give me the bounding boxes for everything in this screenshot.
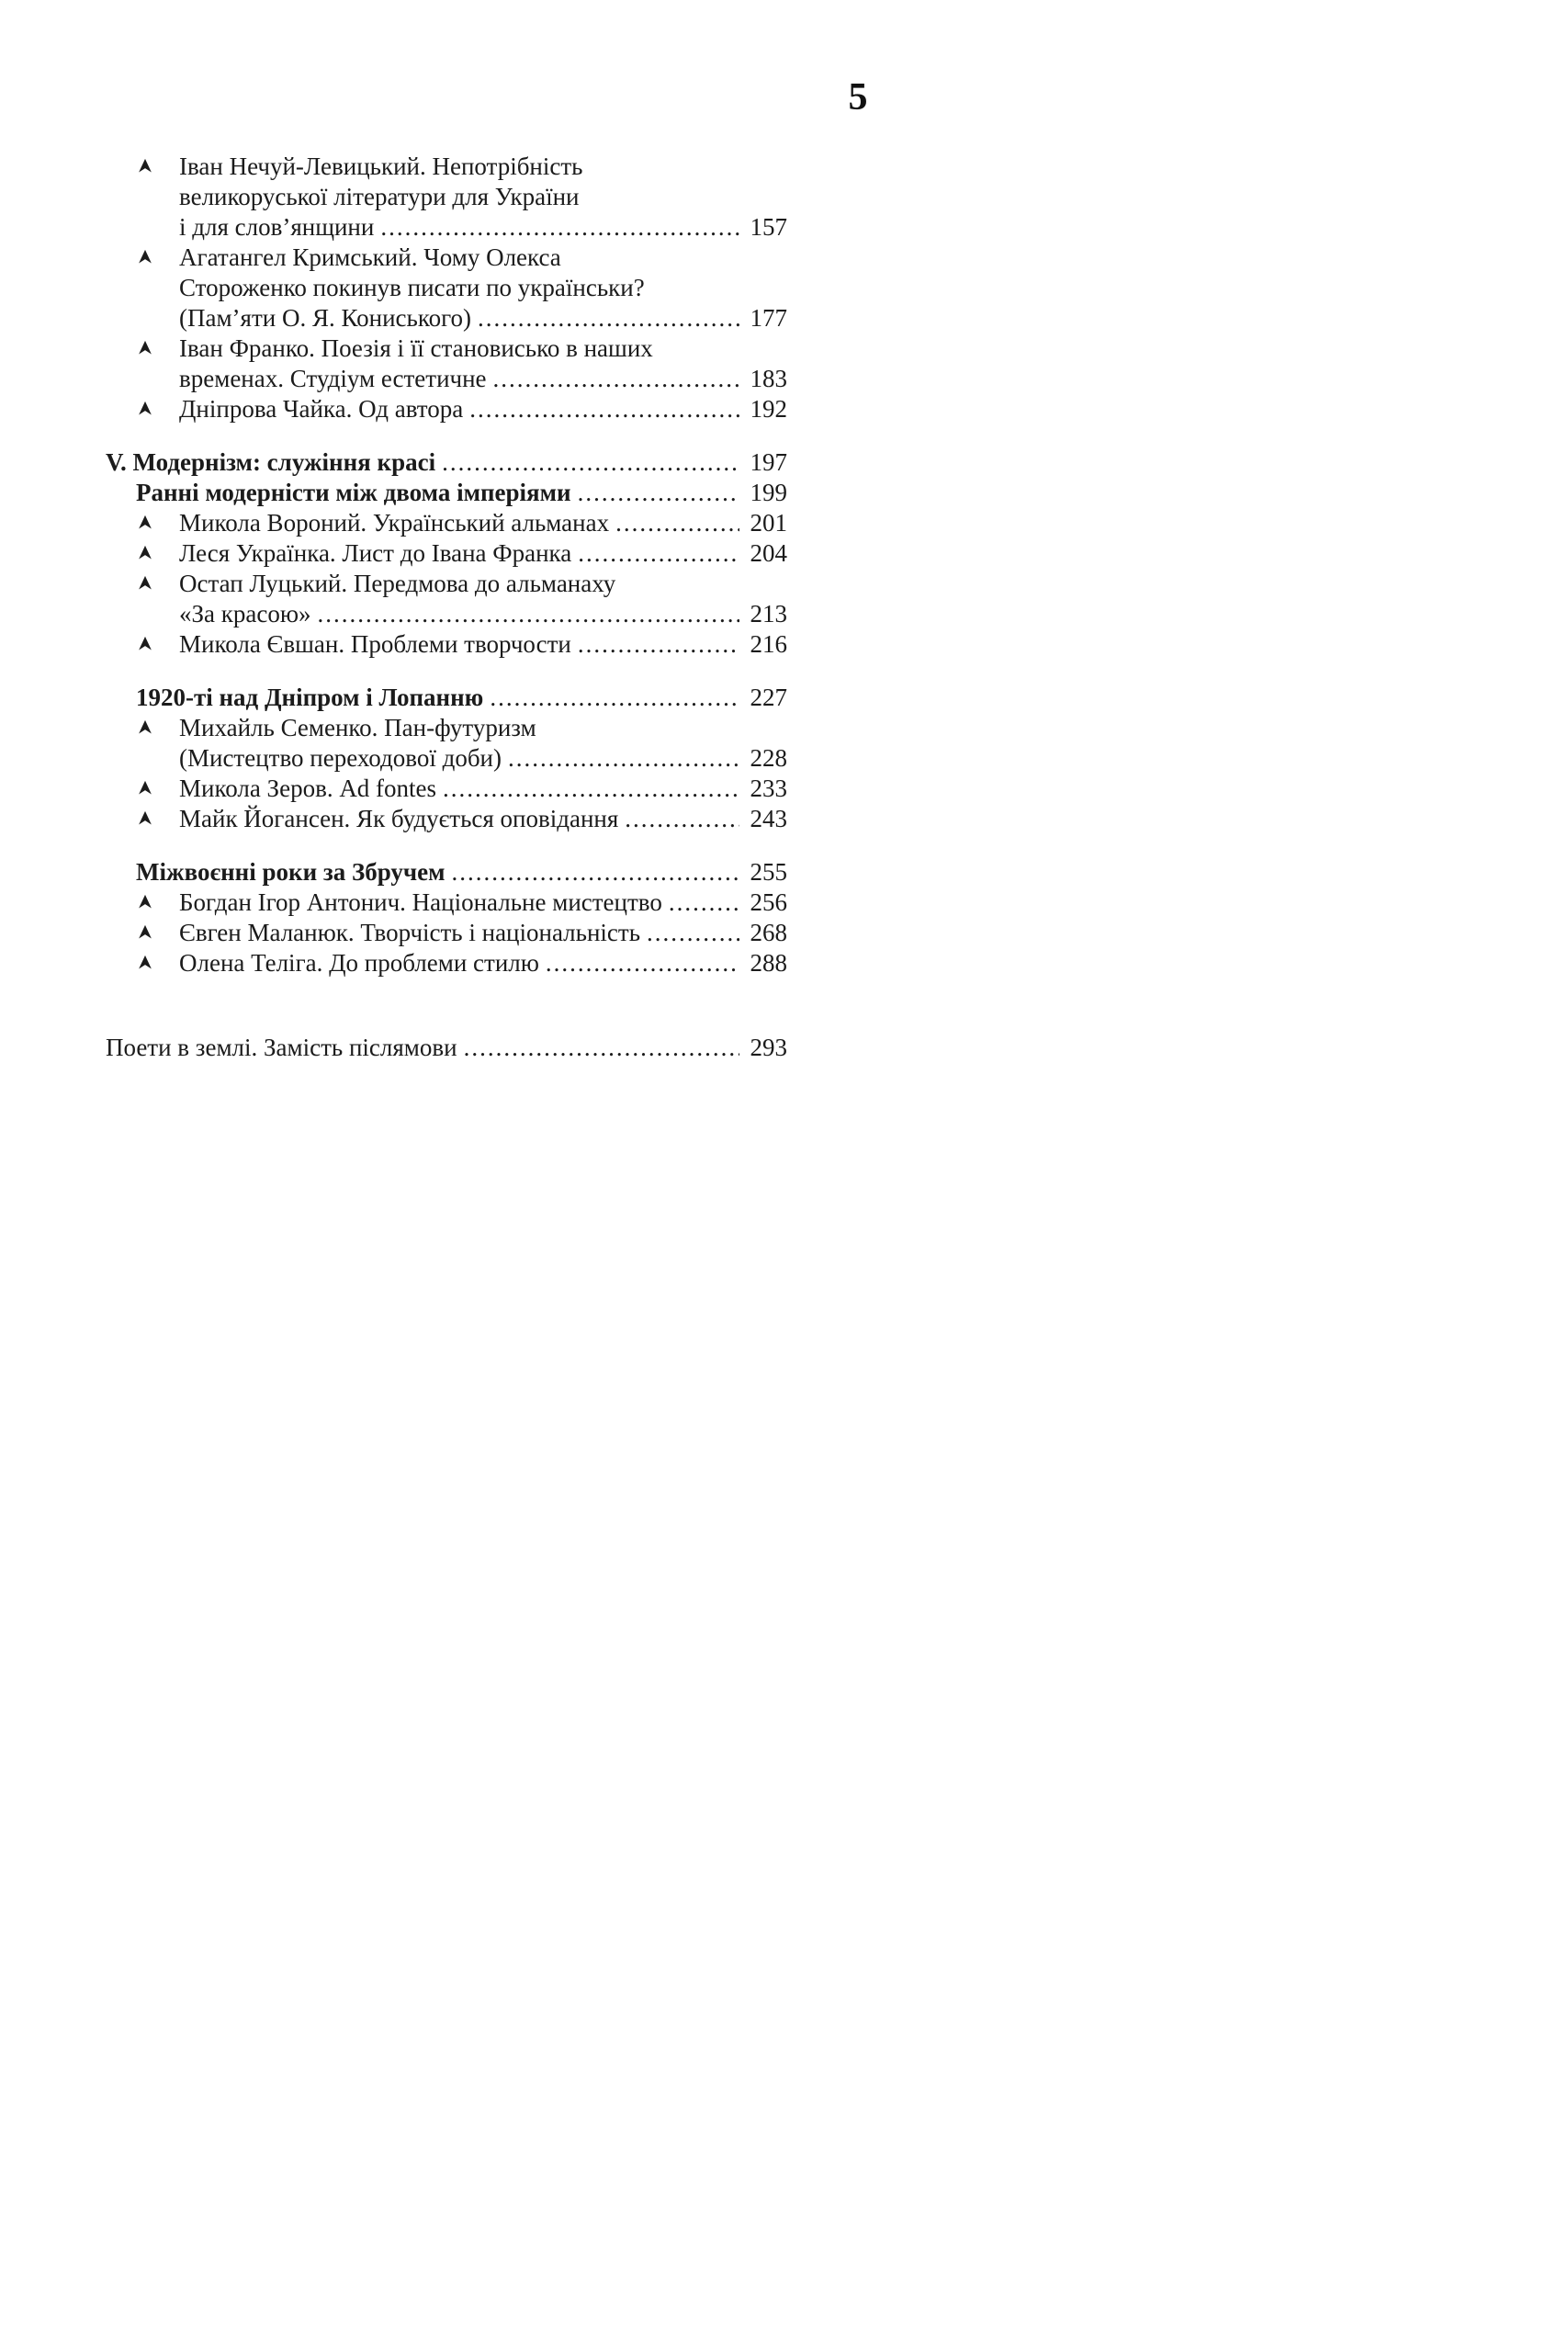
toc-item: [106, 569, 787, 629]
toc-line-text: Євген Маланюк. Творчість і національність: [179, 919, 641, 946]
toc-page-number: 243: [750, 805, 787, 832]
toc-line-text: Поети в землі. Замість післямови: [106, 1034, 457, 1061]
toc-line-text: Ранні модерністи між двома імперіями: [136, 479, 571, 506]
toc-page-number: 201: [750, 509, 787, 537]
toc-line-text: Микола Євшан. Проблеми творчости: [179, 630, 571, 658]
toc-entry-text: [179, 774, 787, 804]
toc-page-number: 213: [750, 600, 787, 628]
toc-entry-text: [136, 478, 787, 508]
page-number: 5: [848, 76, 868, 119]
table-of-contents: [106, 152, 787, 1063]
toc-line-text: 1920-ті над Дніпром і Лопанню: [136, 684, 484, 711]
toc-page-number: 227: [750, 684, 787, 711]
toc-line-text: Остап Луцький. Передмова до альманаху: [179, 570, 616, 597]
toc-line-text: Агатангел Кримський. Чому Олекса: [179, 243, 561, 271]
toc-entry-text: [106, 447, 787, 478]
dot-leader: [578, 478, 739, 508]
toc-page-number: 256: [750, 888, 787, 916]
dot-leader: [493, 364, 739, 394]
toc-line-text: Олена Теліга. До проблеми стилю: [179, 949, 539, 977]
dot-leader: [625, 804, 739, 834]
toc-page-number: 177: [750, 304, 787, 332]
toc-line-text: і для слов’янщини: [179, 213, 375, 241]
toc-entry-text: [179, 713, 787, 774]
toc-page-number: 199: [750, 479, 787, 506]
dot-leader: [478, 303, 739, 334]
dart-bullet-icon: [136, 948, 179, 978]
toc-entry-text: [179, 394, 787, 424]
toc-page-number: 204: [750, 539, 787, 567]
toc-page-number: 255: [750, 858, 787, 886]
toc-item: [106, 538, 787, 569]
toc-line-text: Дніпрова Чайка. Од автора: [179, 395, 464, 423]
dot-leader: [669, 888, 739, 918]
toc-line-text: Богдан Ігор Антонич. Національне мистецтво: [179, 888, 662, 916]
toc-entry-text: [179, 629, 787, 660]
toc-page-number: 228: [750, 744, 787, 772]
dot-leader: [578, 538, 739, 569]
toc-page-number: 192: [750, 395, 787, 423]
toc-entry-text: [179, 804, 787, 834]
dart-bullet-icon: [136, 804, 179, 834]
toc-item: [106, 804, 787, 834]
toc-item: [106, 394, 787, 424]
toc-entry-text: [179, 918, 787, 948]
toc-item: [106, 918, 787, 948]
toc-page-number: 216: [750, 630, 787, 658]
toc-line-text: Стороженко покинув писати по українськи?: [179, 274, 645, 301]
dart-bullet-icon: [136, 629, 179, 660]
dart-bullet-icon: [136, 774, 179, 804]
dart-bullet-icon: [136, 888, 179, 918]
dot-leader: [318, 599, 739, 629]
toc-entry-text: [179, 243, 787, 334]
dot-leader: [452, 857, 739, 888]
dot-leader: [647, 918, 739, 948]
toc-subsection-heading: [106, 683, 787, 713]
toc-line-text: временах. Студіум естетичне: [179, 365, 487, 392]
toc-line-text: V. Модернізм: служіння красі: [106, 448, 436, 476]
toc-entry-text: [179, 508, 787, 538]
toc-entry-text: [179, 948, 787, 978]
toc-entry-text: [179, 152, 787, 243]
dot-leader: [615, 508, 739, 538]
toc-item: [106, 948, 787, 978]
toc-page-number: 293: [750, 1034, 787, 1061]
toc-subsection-heading: [106, 857, 787, 888]
dot-leader: [380, 212, 739, 243]
toc-line-text: Леся Українка. Лист до Івана Франка: [179, 539, 572, 567]
toc-section-heading: [106, 447, 787, 478]
toc-entry-text: [179, 569, 787, 629]
toc-entry-text: [179, 538, 787, 569]
toc-item: [106, 243, 787, 334]
toc-item: [106, 713, 787, 774]
toc-line-text: Іван Нечуй-Левицький. Непотрібність: [179, 153, 583, 180]
toc-entry-text: [179, 888, 787, 918]
dart-bullet-icon: [136, 508, 179, 538]
toc-line-text: (Мистецтво переходової доби): [179, 744, 502, 772]
toc-item: [106, 774, 787, 804]
dot-leader: [443, 774, 739, 804]
toc-entry-text: [136, 683, 787, 713]
toc-line-text: Міжвоєнні роки за Збручем: [136, 858, 446, 886]
toc-page-number: 157: [750, 213, 787, 241]
toc-line-text: великоруської літератури для України: [179, 183, 580, 210]
toc-item: [106, 508, 787, 538]
dart-bullet-icon: [136, 394, 179, 424]
dot-leader: [464, 1033, 739, 1063]
toc-line-text: Майк Йогансен. Як будується оповідання: [179, 805, 619, 832]
toc-line-text: (Пам’яти О. Я. Кониського): [179, 304, 471, 332]
toc-entry-text: [179, 334, 787, 394]
toc-line-text: Микола Вороний. Український альманах: [179, 509, 610, 537]
dot-leader: [490, 683, 739, 713]
dart-bullet-icon: [136, 713, 179, 743]
toc-page-number: 268: [750, 919, 787, 946]
dot-leader: [442, 447, 739, 478]
toc-item: [106, 629, 787, 660]
toc-page-number: 183: [750, 365, 787, 392]
dart-bullet-icon: [136, 538, 179, 569]
dart-bullet-icon: [136, 918, 179, 948]
dart-bullet-icon: [136, 334, 179, 364]
toc-item: [106, 152, 787, 243]
toc-item: [106, 888, 787, 918]
dot-leader: [578, 629, 739, 660]
toc-entry-text: [106, 1033, 787, 1063]
toc-line-text: Микола Зеров. Ad fontes: [179, 775, 437, 802]
toc-line-text: Михайль Семенко. Пан-футуризм: [179, 714, 536, 741]
dart-bullet-icon: [136, 243, 179, 273]
dot-leader: [469, 394, 739, 424]
toc-closing-entry: [106, 1033, 787, 1063]
dot-leader: [508, 743, 739, 774]
toc-line-text: «За красою»: [179, 600, 311, 628]
toc-item: [106, 334, 787, 394]
toc-subsection-heading: [106, 478, 787, 508]
dart-bullet-icon: [136, 152, 179, 182]
dart-bullet-icon: [136, 569, 179, 599]
dot-leader: [546, 948, 739, 978]
toc-line-text: Іван Франко. Поезія і її становисько в наших: [179, 334, 653, 362]
toc-page-number: 233: [750, 775, 787, 802]
toc-entry-text: [136, 857, 787, 888]
toc-page-number: 288: [750, 949, 787, 977]
toc-page-number: 197: [750, 448, 787, 476]
